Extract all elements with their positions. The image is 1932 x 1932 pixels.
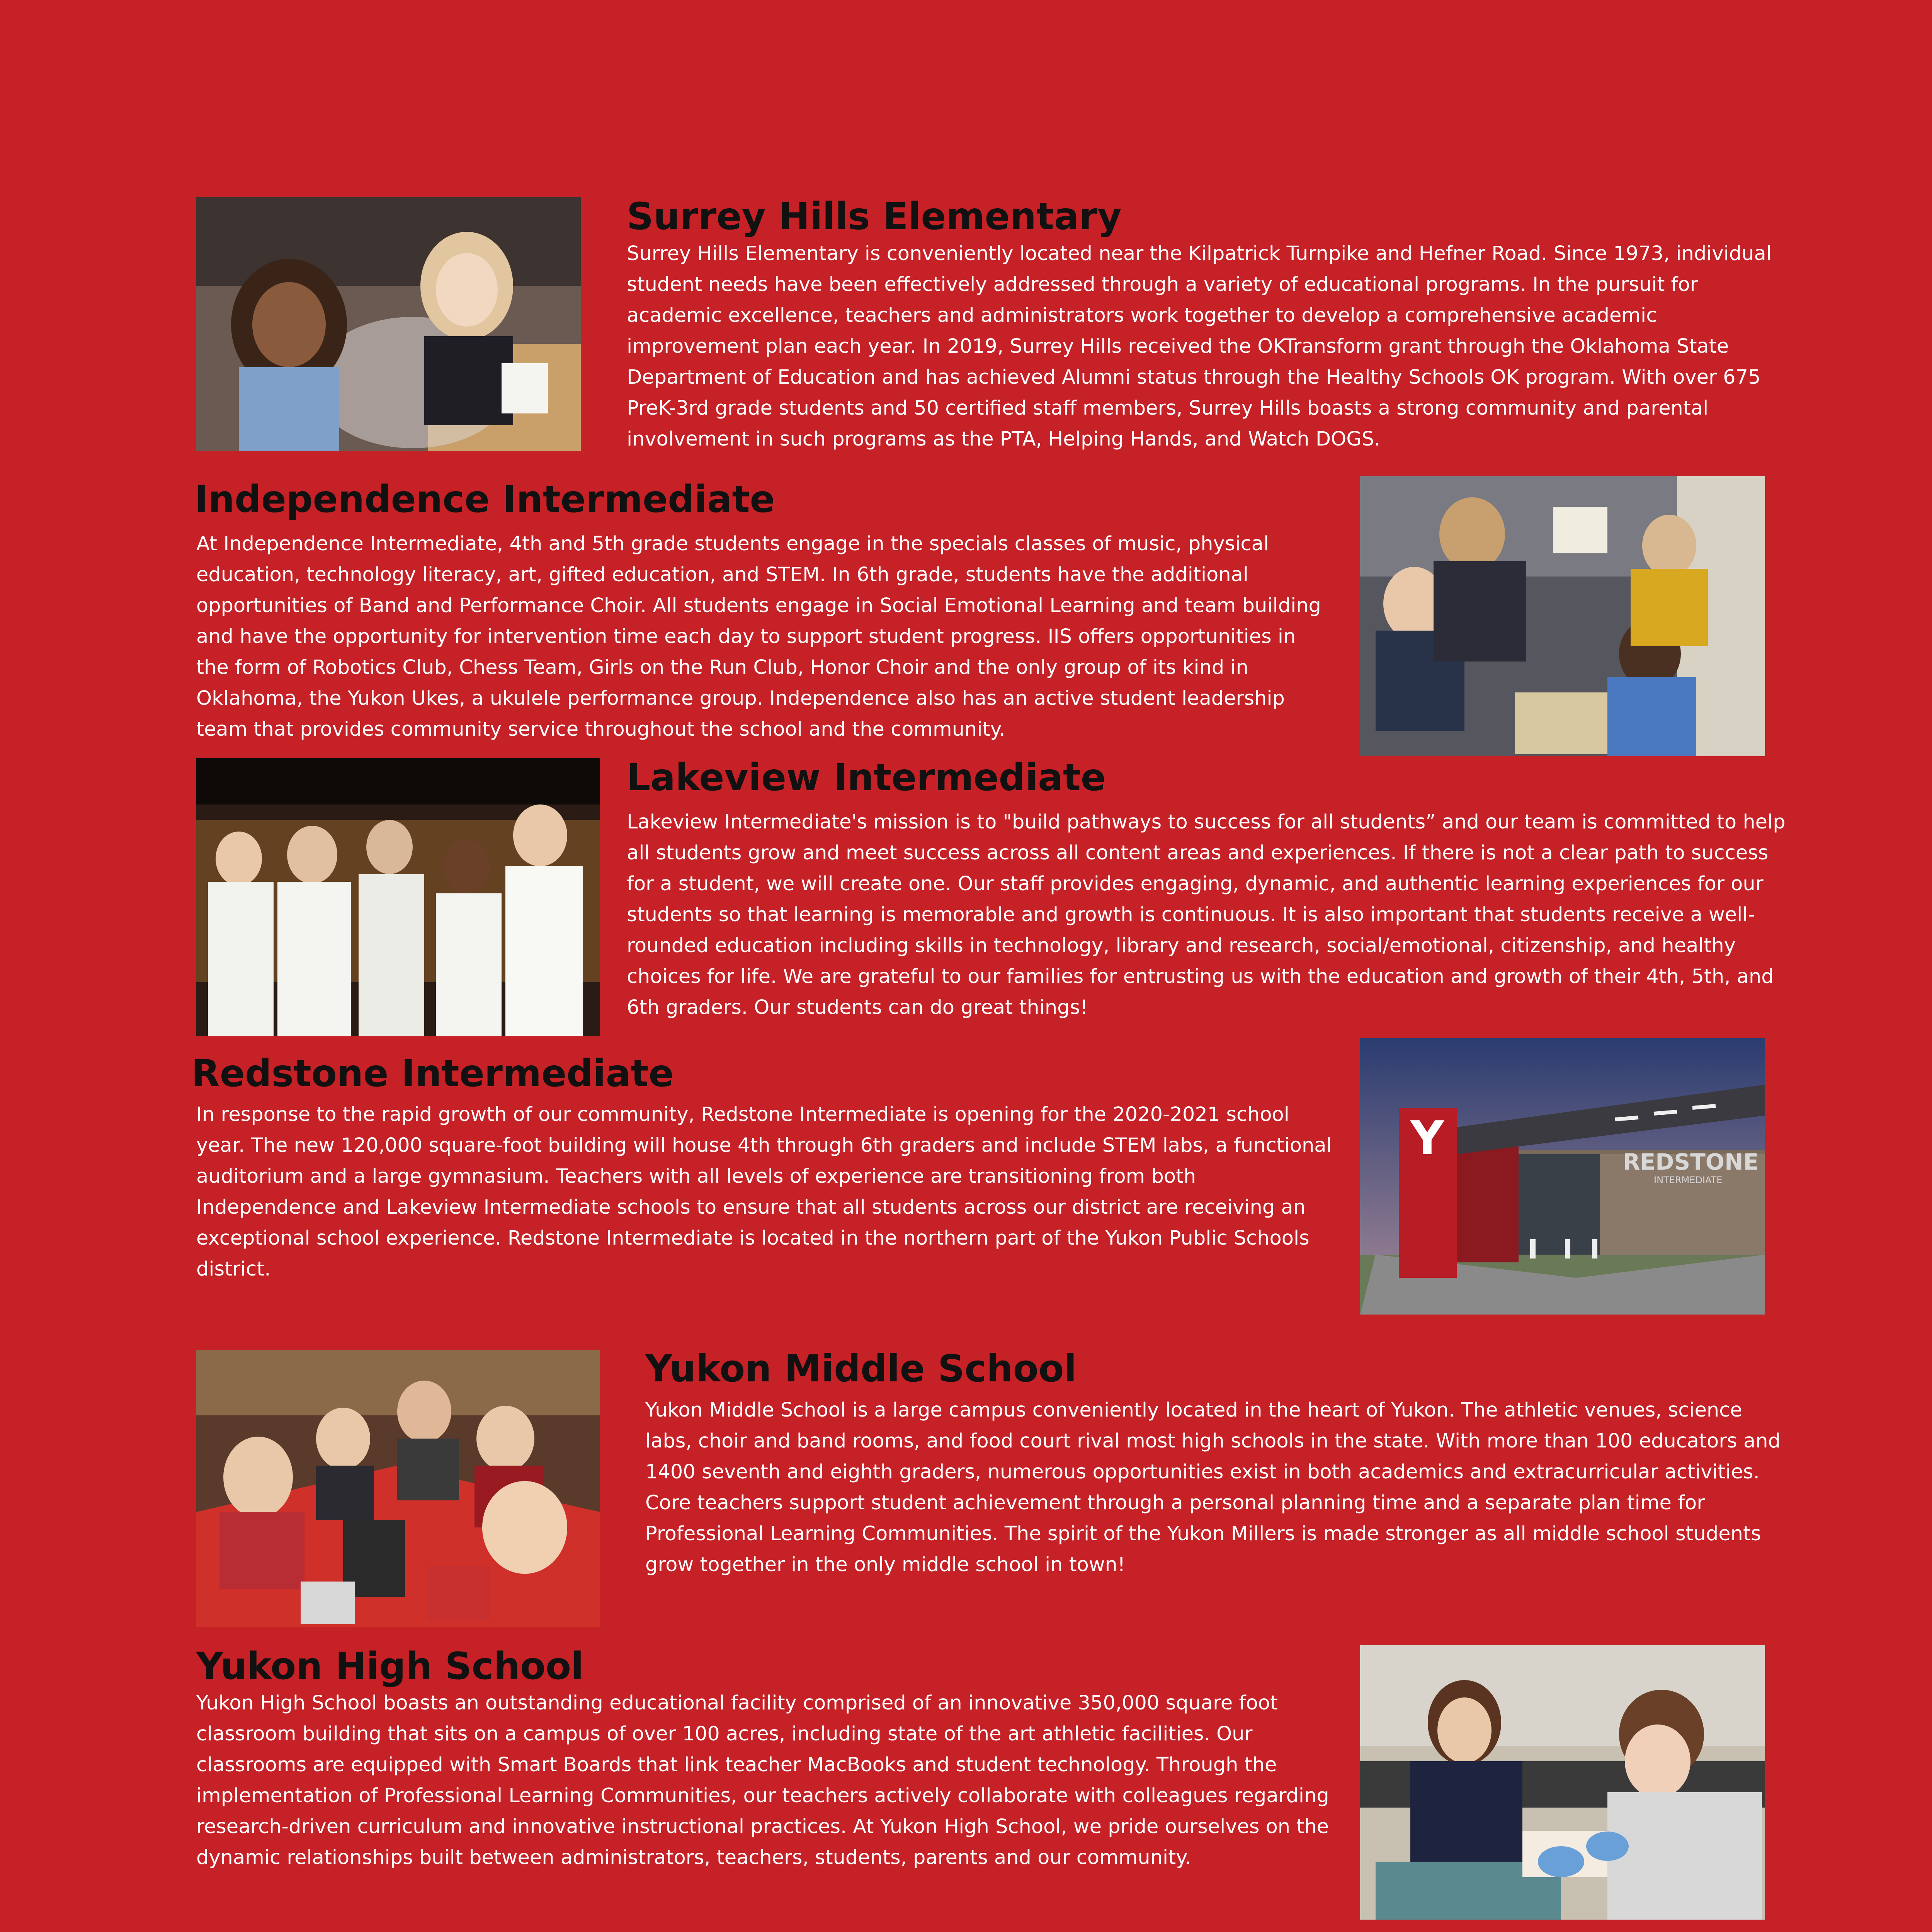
lakeview-text: Lakeview Intermediate's mission is to "build pathways to success for all students” and our team is committed to help all students grow and meet success across all content areas and experiences. If there is not a clear path to success for a student, we will create one. Our staff provides engaging, dynamic, and authentic learning experiences for our students so that learning is memorable and growth is continuous. It is also important that students receive a well-rounded education including skills in technology, library and research, social/emotional, citizenship, and healthy choices for life. We are grateful to our families for entrusting us with the education and growth of their 4th, 5th, and 6th graders. Our students can do great things! [627,811,1786,1019]
lakeview-photo [196,758,600,1036]
surrey-hills-text: Surrey Hills Elementary is conveniently located near the Kilpatrick Turnpike and Hefner Road. Since 1973, individual student needs have been effectively addressed through a variety of educational programs. In the pursuit for academic excellence, teachers and administrators work together to develop a comprehensive academic improvement plan each year. In 2019, Surrey Hills received the OKTransform grant through the Oklahoma State Department of Education and has achieved Alumni status through the Healthy Schools OK program. With over 675 PreK-3rd grade students and 50 certified staff members, Surrey Hills boasts a strong community and parental involvement in such programs as the PTA, Helping Hands, and Watch DOGS. [627,242,1772,451]
high-school-photo [1360,1645,1765,1920]
middle-school-text: Yukon Middle School is a large campus conveniently located in the heart of Yukon. The athletic venues, science labs, choir and band rooms, and food court rival most high schools in the state. With more than 100 educators and 1400 seventh and eighth graders, numerous opportunities exist in both academics and extracurricular activities. Core teachers support student achievement through a personal planning time and a separate plan time for Professional Learning Communities. The spirit of the Yukon Millers is made stronger as all middle school students grow together in the only middle school in town! [645,1399,1781,1576]
building-name-subsign: INTERMEDIATE [1654,1175,1723,1185]
surrey-hills-title: Surrey Hills Elementary [627,195,1122,238]
independence-title: Independence Intermediate [194,478,775,521]
redstone-title: Redstone Intermediate [191,1052,674,1095]
redstone-text: In response to the rapid growth of our community, Redstone Intermediate is opening for the 2020-2021 school year. The new 120,000 square-foot building will house 4th through 6th graders and include STEM labs, a functional auditorium and a large gymnasium. Teachers with all levels of experience are transitioning from both Independence and Lakeview Intermediate schools to ensure that all students across our district are receiving an exceptional school experience. Redstone Intermediate is located in the northern part of the Yukon Public Schools district. [196,1103,1332,1281]
high-school-text: Yukon High School boasts an outstanding educational facility comprised of an innovative 350,000 square foot classroom building that sits on a campus of over 100 acres, including state of the art athletic facilities. Our classrooms are equipped with Smart Boards that link teacher MacBooks and student technology. Through the implementation of Professional Learning Communities, our teachers actively collaborate with colleagues regarding research-driven curriculum and innovative instructional practices. At Yukon High School, we pride ourselves on the dynamic relationships built between administrators, teachers, students, parents and our community. [196,1692,1329,1869]
redstone-building-photo [1360,1038,1765,1315]
independence-text: At Independence Intermediate, 4th and 5th grade students engage in the specials classes of music, physical education, technology literacy, art, gifted education, and STEM. In 6th grade, students have the additional opportunities of Band and Performance Choir. All students engage in Social Emotional Learning and team building and have the opportunity for intervention time each day to support student progress. IIS offers opportunities in the form of Robotics Club, Chess Team, Girls on the Run Club, Honor Choir and the only group of its kind in Oklahoma, the Yukon Ukes, a ukulele performance group. Independence also has an active student leadership team that provides community service throughout the school and the community. [196,532,1321,741]
middle-school-photo [196,1350,600,1627]
surrey-hills-photo [196,197,581,451]
high-school-title: Yukon High School [196,1645,584,1688]
building-name-sign: REDSTONE [1623,1149,1759,1175]
building-y-sign: Y [1410,1112,1444,1165]
middle-school-title: Yukon Middle School [645,1347,1077,1390]
lakeview-title: Lakeview Intermediate [627,756,1106,799]
independence-photo [1360,476,1765,756]
